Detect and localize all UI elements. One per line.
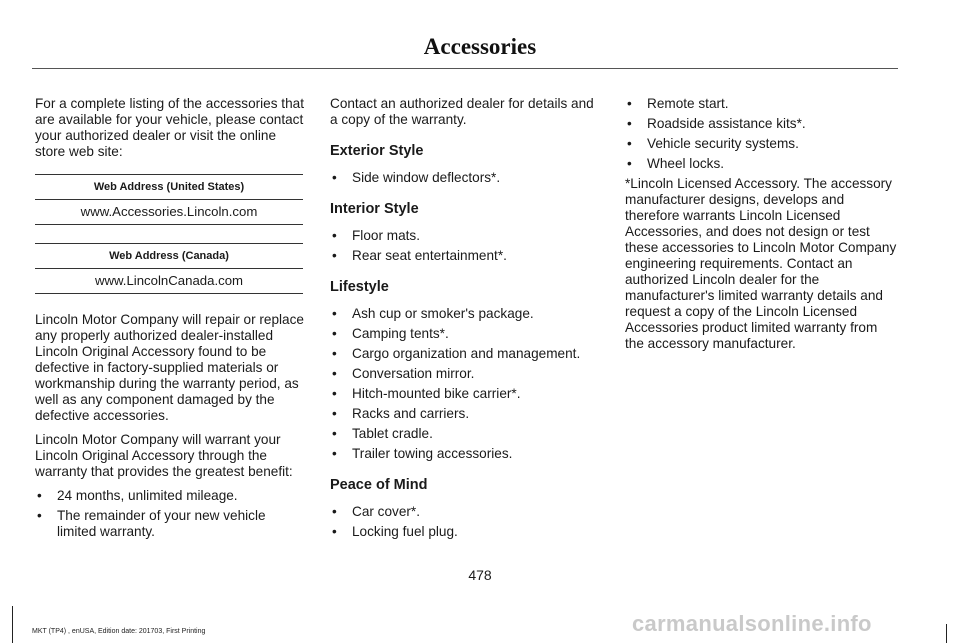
web-address-us-table: [35, 174, 303, 225]
list-item: • Vehicle security systems.: [625, 136, 897, 152]
header-rule: [32, 68, 898, 69]
list-item: • Locking fuel plug.: [330, 524, 602, 540]
list-item: • Floor mats.: [330, 228, 602, 244]
list-item: • Hitch-mounted bike carrier*.: [330, 386, 602, 402]
page-title: Accessories: [423, 34, 537, 59]
section-heading: Interior Style: [330, 201, 419, 217]
table-header: Web Address (United States): [35, 175, 303, 200]
list-item: • Camping tents*.: [330, 326, 602, 342]
crop-mark-left-horizontal: [12, 606, 13, 607]
list-item: • Side window deflectors*.: [330, 170, 602, 186]
licensed-accessory-footnote: *Lincoln Licensed Accessory. The accessory manufacturer designs, develops and therefore warrants Lincoln Licensed Accessories, and does not design or test these accessories to Lincoln Motor Company engineering requirements. Contact an authorized Lincoln dealer for the manufacturer's limited warranty details and request a copy of the Lincoln Licensed Accessories product limited warranty from the accessory manufacturer.: [625, 176, 897, 351]
crop-mark-right-vertical: [946, 624, 947, 643]
column-2: [330, 96, 602, 544]
exterior-style-list: [330, 170, 602, 186]
peace-of-mind-list: [330, 504, 602, 540]
column-3: [625, 96, 897, 360]
warranty-list: [35, 488, 307, 540]
contact-paragraph: Contact an authorized dealer for details and a copy of the warranty.: [330, 96, 594, 127]
table-header: Web Address (Canada): [35, 244, 303, 269]
list-item: • Ash cup or smoker's package.: [330, 306, 602, 322]
section-heading: Peace of Mind: [330, 477, 428, 493]
page-number: 478: [468, 567, 492, 583]
list-item: • Racks and carriers.: [330, 406, 602, 422]
list-item: • Tablet cradle.: [330, 426, 602, 442]
section-heading: Lifestyle: [330, 279, 389, 295]
list-item: • Trailer towing accessories.: [330, 446, 602, 462]
list-item: • 24 months, unlimited mileage.: [35, 488, 307, 504]
column-1: [35, 96, 307, 544]
peace-of-mind-list-continued: [625, 96, 897, 172]
list-item: • Cargo organization and management.: [330, 346, 602, 362]
watermark: carmanualsonline.info: [632, 611, 872, 636]
list-item: • Roadside assistance kits*.: [625, 116, 897, 132]
list-item: • Car cover*.: [330, 504, 602, 520]
web-address-canada-table: [35, 243, 303, 294]
list-item: • The remainder of your new vehicle limited warranty.: [35, 508, 307, 540]
interior-style-list: [330, 228, 602, 264]
section-heading: Exterior Style: [330, 143, 424, 159]
lifestyle-list: [330, 306, 602, 462]
table-cell-url: www.LincolnCanada.com: [35, 269, 303, 294]
table-cell-url: www.Accessories.Lincoln.com: [35, 200, 303, 225]
list-item: • Remote start.: [625, 96, 897, 112]
intro-paragraph: For a complete listing of the accessories that are available for your vehicle, please contact your authorized dealer or visit the online store web site:: [35, 96, 304, 159]
crop-mark-left-vertical: [12, 606, 13, 643]
warranty-paragraph: Lincoln Motor Company will warrant your Lincoln Original Accessory through the warranty that provides the greatest benefit:: [35, 432, 293, 479]
list-item: • Conversation mirror.: [330, 366, 602, 382]
list-item: • Wheel locks.: [625, 156, 897, 172]
list-item: • Rear seat entertainment*.: [330, 248, 602, 264]
edition-footer: MKT (TP4) , enUSA, Edition date: 201703, First Printing: [32, 628, 206, 635]
repair-paragraph: Lincoln Motor Company will repair or replace any properly authorized dealer-installed Lincoln Original Accessory found to be defective in factory-supplied materials or workmanship during the warranty period, as well as any component damaged by the defective accessories.: [35, 312, 304, 423]
